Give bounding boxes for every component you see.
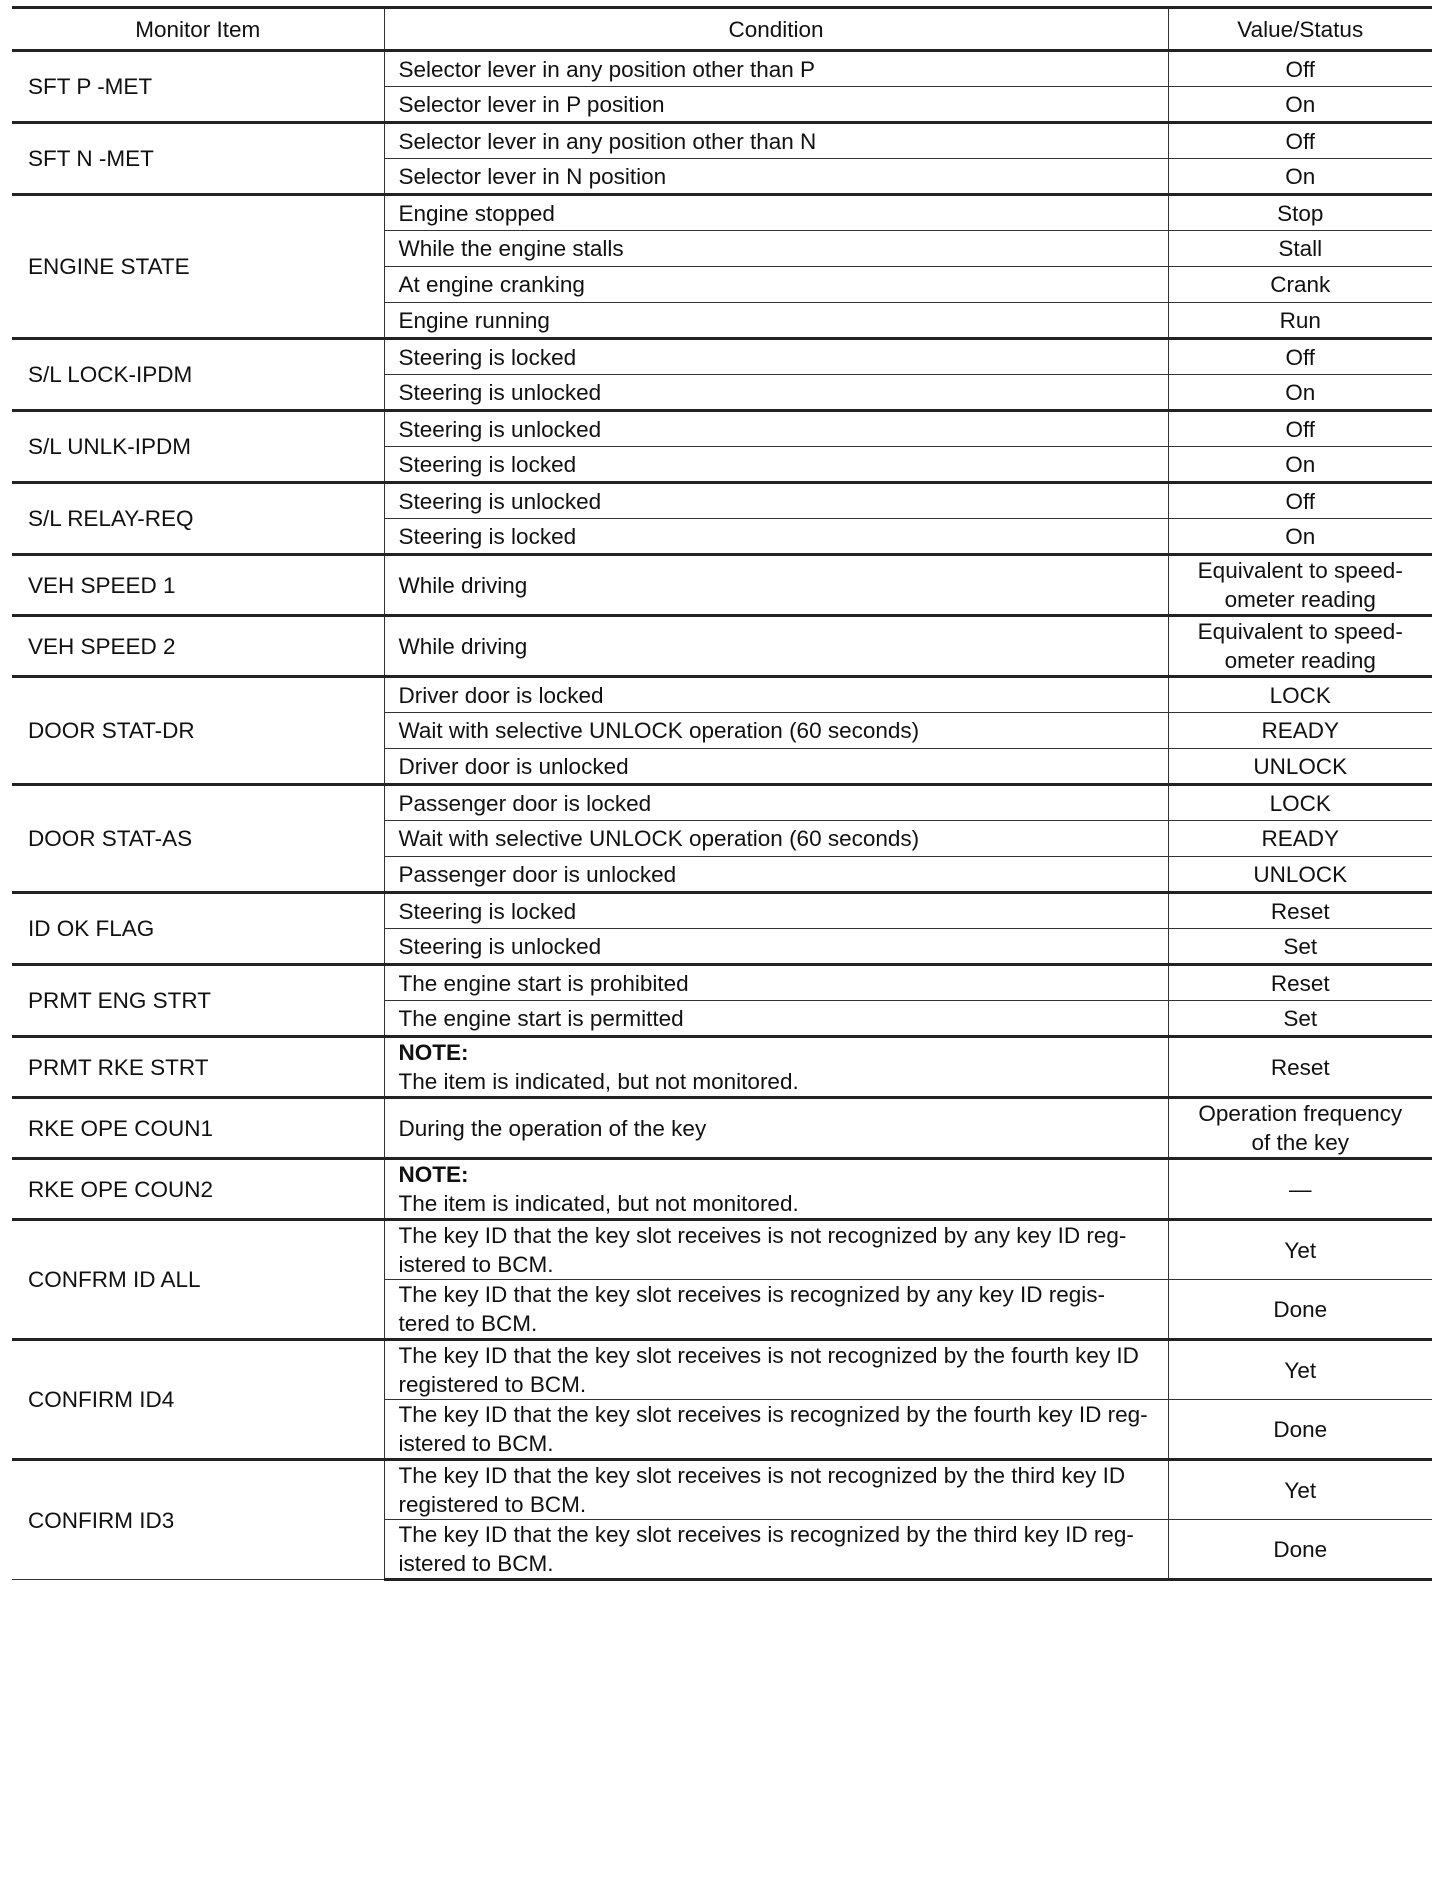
monitor-item-label: DOOR STAT-DR <box>28 718 195 743</box>
cell-text: istered to BCM. <box>398 1551 554 1576</box>
cell-text: Set <box>1283 933 1318 959</box>
cell-text: On <box>1285 91 1316 117</box>
table-row <box>12 123 1432 159</box>
value-status-cell <box>1168 1001 1432 1037</box>
condition-cell <box>384 1220 1168 1280</box>
table-row <box>12 51 1432 87</box>
value-status-cell <box>1168 857 1432 893</box>
cell-text: Steering is locked <box>398 898 577 924</box>
cell-text: Steering is unlocked <box>398 379 602 405</box>
cell-text: tered to BCM. <box>398 1311 538 1336</box>
table-row <box>12 1159 1432 1220</box>
cell-text: Stop <box>1277 200 1324 226</box>
monitor-item-cell <box>12 1460 384 1580</box>
monitor-item-label: CONFIRM ID4 <box>28 1387 175 1412</box>
condition-cell <box>384 1159 1168 1220</box>
cell-text: Selector lever in P position <box>398 91 665 117</box>
condition-cell <box>384 1280 1168 1340</box>
condition-cell <box>384 929 1168 965</box>
monitor-item-label: CONFRM ID ALL <box>28 1267 201 1292</box>
monitor-item-label: S/L RELAY-REQ <box>28 506 194 531</box>
monitor-item-label: ID OK FLAG <box>28 916 155 941</box>
cell-text: Wait with selective UNLOCK operation (60 seconds) <box>398 718 920 743</box>
monitor-item-cell <box>12 1037 384 1098</box>
condition-cell <box>384 555 1168 616</box>
condition-cell <box>384 159 1168 195</box>
cell-text: On <box>1285 379 1316 405</box>
cell-text: — <box>1289 1176 1312 1202</box>
monitor-item-label: SFT P -MET <box>28 74 153 99</box>
value-status-cell <box>1168 1098 1432 1159</box>
monitor-item-label: VEH SPEED 1 <box>28 572 176 598</box>
monitor-item-cell <box>12 965 384 1037</box>
cell-text: Steering is unlocked <box>398 488 602 514</box>
table-row <box>12 411 1432 447</box>
cell-text: LOCK <box>1269 682 1331 708</box>
condition-cell <box>384 483 1168 519</box>
value-status-cell <box>1168 555 1432 616</box>
cell-text: ometer reading <box>1224 587 1376 612</box>
value-status-cell <box>1168 713 1432 749</box>
cell-text: Wait with selective UNLOCK operation (60 seconds) <box>398 826 920 851</box>
table-row <box>12 339 1432 375</box>
table-row <box>12 1340 1432 1400</box>
condition-cell <box>384 1520 1168 1580</box>
condition-cell <box>384 857 1168 893</box>
monitor-item-label: VEH SPEED 2 <box>28 633 176 659</box>
value-status-cell <box>1168 785 1432 821</box>
cell-text: Steering is locked <box>398 523 577 549</box>
header-condition: Condition <box>384 8 1168 51</box>
note-label: NOTE: <box>398 1040 469 1065</box>
monitor-item-cell <box>12 616 384 677</box>
cell-text: Done <box>1273 1296 1328 1322</box>
value-status-cell <box>1168 965 1432 1001</box>
cell-text: While driving <box>398 633 528 659</box>
table-row <box>12 555 1432 616</box>
condition-cell <box>384 411 1168 447</box>
note-label: NOTE: <box>398 1162 469 1187</box>
value-status-cell <box>1168 447 1432 483</box>
value-status-cell <box>1168 1037 1432 1098</box>
condition-cell <box>384 195 1168 231</box>
header-monitor-item: Monitor Item <box>12 8 384 51</box>
cell-text: Selector lever in any position other than N <box>398 128 817 154</box>
cell-text: Driver door is unlocked <box>398 753 629 779</box>
monitor-item-label: DOOR STAT-AS <box>28 826 193 851</box>
value-status-cell <box>1168 483 1432 519</box>
cell-text: UNLOCK <box>1253 753 1348 779</box>
header-value-status: Value/Status <box>1168 8 1432 51</box>
value-status-cell <box>1168 821 1432 857</box>
monitor-item-cell <box>12 1098 384 1159</box>
value-status-cell <box>1168 616 1432 677</box>
cell-text: Off <box>1285 128 1316 154</box>
value-status-cell <box>1168 1159 1432 1220</box>
value-status-cell <box>1168 749 1432 785</box>
cell-text: The key ID that the key slot receives is not recognized by any key ID reg- <box>398 1223 1127 1248</box>
monitor-item-cell <box>12 555 384 616</box>
value-status-cell <box>1168 267 1432 303</box>
monitor-item-cell <box>12 1220 384 1340</box>
monitor-item-label: CONFIRM ID3 <box>28 1507 175 1533</box>
condition-cell <box>384 303 1168 339</box>
cell-text: Passenger door is locked <box>398 790 652 816</box>
cell-text: Yet <box>1284 1477 1317 1503</box>
cell-text: Steering is unlocked <box>398 933 602 959</box>
condition-cell <box>384 447 1168 483</box>
value-status-cell <box>1168 929 1432 965</box>
value-status-cell <box>1168 1220 1432 1280</box>
monitor-item-label: ENGINE STATE <box>28 254 190 279</box>
value-status-cell <box>1168 1520 1432 1580</box>
cell-text: Done <box>1273 1416 1328 1442</box>
cell-text: Done <box>1273 1536 1328 1562</box>
cell-text: Equivalent to speed- <box>1197 558 1403 583</box>
condition-cell <box>384 1400 1168 1460</box>
value-status-cell <box>1168 51 1432 87</box>
cell-text: On <box>1285 451 1316 477</box>
value-status-cell <box>1168 1400 1432 1460</box>
condition-cell <box>384 51 1168 87</box>
cell-text: Operation frequency <box>1198 1101 1403 1126</box>
cell-text: The key ID that the key slot receives is recognized by the fourth key ID reg- <box>398 1402 1148 1427</box>
cell-text: Steering is unlocked <box>398 416 602 442</box>
condition-cell <box>384 1098 1168 1159</box>
value-status-cell <box>1168 1280 1432 1340</box>
cell-text: registered to BCM. <box>398 1372 587 1397</box>
monitor-item-label: S/L LOCK-IPDM <box>28 362 193 387</box>
table-header-row <box>12 8 1432 51</box>
condition-cell <box>384 785 1168 821</box>
monitor-item-cell <box>12 1159 384 1220</box>
cell-text: Steering is locked <box>398 344 577 370</box>
value-status-cell <box>1168 1340 1432 1400</box>
condition-cell <box>384 267 1168 303</box>
table-row <box>12 616 1432 677</box>
condition-cell <box>384 893 1168 929</box>
monitor-item-cell <box>12 195 384 339</box>
cell-text: READY <box>1261 826 1340 851</box>
cell-text: Reset <box>1270 970 1330 996</box>
table-row <box>12 1220 1432 1280</box>
cell-text: ometer reading <box>1224 648 1376 673</box>
monitor-item-cell <box>12 1340 384 1460</box>
value-status-cell <box>1168 303 1432 339</box>
value-status-cell <box>1168 375 1432 411</box>
monitor-item-cell <box>12 51 384 123</box>
cell-text: Engine stopped <box>398 200 555 226</box>
monitor-item-cell <box>12 411 384 483</box>
table-row <box>12 677 1432 713</box>
condition-cell <box>384 713 1168 749</box>
condition-cell <box>384 375 1168 411</box>
cell-text: While the engine stalls <box>398 236 624 261</box>
cell-text: of the key <box>1251 1130 1350 1155</box>
cell-text: During the operation of the key <box>398 1115 707 1141</box>
cell-text: Steering is locked <box>398 451 577 477</box>
condition-cell <box>384 1460 1168 1520</box>
monitor-item-label: PRMT RKE STRT <box>28 1054 209 1080</box>
monitor-item-cell <box>12 785 384 893</box>
cell-text: Selector lever in N position <box>398 163 667 189</box>
value-status-cell <box>1168 231 1432 267</box>
cell-text: Off <box>1285 344 1316 370</box>
value-status-cell <box>1168 339 1432 375</box>
cell-text: Yet <box>1284 1357 1317 1383</box>
condition-cell <box>384 1001 1168 1037</box>
cell-text: The key ID that the key slot receives is recognized by the third key ID reg- <box>398 1522 1134 1547</box>
condition-cell <box>384 677 1168 713</box>
condition-cell <box>384 749 1168 785</box>
cell-text: Reset <box>1270 898 1330 924</box>
monitor-item-label: RKE OPE COUN2 <box>28 1176 214 1202</box>
monitor-item-label: SFT N -MET <box>28 146 154 171</box>
cell-text: The key ID that the key slot receives is recognized by any key ID regis- <box>398 1282 1106 1307</box>
table-row <box>12 1098 1432 1159</box>
cell-text: Set <box>1283 1005 1318 1031</box>
condition-cell <box>384 87 1168 123</box>
monitor-item-table <box>12 6 1432 1581</box>
monitor-item-cell <box>12 483 384 555</box>
monitor-item-label: PRMT ENG STRT <box>28 988 211 1013</box>
condition-cell <box>384 965 1168 1001</box>
table-row <box>12 965 1432 1001</box>
monitor-item-cell <box>12 123 384 195</box>
condition-cell <box>384 123 1168 159</box>
cell-text: The key ID that the key slot receives is not recognized by the third key ID <box>398 1463 1126 1488</box>
cell-text: Passenger door is unlocked <box>398 861 677 887</box>
table-row <box>12 1037 1432 1098</box>
cell-text: The key ID that the key slot receives is not recognized by the fourth key ID <box>398 1343 1139 1368</box>
monitor-item-label: RKE OPE COUN1 <box>28 1115 214 1141</box>
cell-text: UNLOCK <box>1253 861 1348 887</box>
cell-text: Stall <box>1278 236 1323 261</box>
cell-text: The item is indicated, but not monitored. <box>398 1191 799 1216</box>
cell-text: The item is indicated, but not monitored. <box>398 1069 799 1094</box>
cell-text: While driving <box>398 572 528 598</box>
cell-text: istered to BCM. <box>398 1252 554 1277</box>
monitor-item-cell <box>12 339 384 411</box>
condition-cell <box>384 1340 1168 1400</box>
condition-cell <box>384 519 1168 555</box>
value-status-cell <box>1168 677 1432 713</box>
value-status-cell <box>1168 87 1432 123</box>
cell-text: READY <box>1261 718 1340 743</box>
monitor-item-cell <box>12 893 384 965</box>
condition-cell <box>384 821 1168 857</box>
cell-text: LOCK <box>1269 790 1331 816</box>
cell-text: Yet <box>1284 1237 1317 1263</box>
table-row <box>12 195 1432 231</box>
cell-text: On <box>1285 163 1316 189</box>
value-status-cell <box>1168 519 1432 555</box>
cell-text: On <box>1285 523 1316 549</box>
cell-text: Reset <box>1270 1054 1330 1080</box>
cell-text: istered to BCM. <box>398 1431 554 1456</box>
table-body <box>12 51 1432 1580</box>
value-status-cell <box>1168 893 1432 929</box>
cell-text: Equivalent to speed- <box>1197 619 1403 644</box>
condition-cell <box>384 339 1168 375</box>
value-status-cell <box>1168 411 1432 447</box>
cell-text: Driver door is locked <box>398 682 604 708</box>
cell-text: The engine start is permitted <box>398 1005 684 1031</box>
table-row <box>12 893 1432 929</box>
monitor-item-label: S/L UNLK-IPDM <box>28 434 191 459</box>
table-row <box>12 785 1432 821</box>
value-status-cell <box>1168 159 1432 195</box>
cell-text: Engine running <box>398 307 550 333</box>
cell-text: registered to BCM. <box>398 1492 587 1517</box>
condition-cell <box>384 616 1168 677</box>
cell-text: Run <box>1279 307 1321 333</box>
cell-text: Selector lever in any position other than P <box>398 56 815 82</box>
value-status-cell <box>1168 1460 1432 1520</box>
cell-text: The engine start is prohibited <box>398 970 689 996</box>
condition-cell <box>384 231 1168 267</box>
table-row <box>12 483 1432 519</box>
cell-text: At engine cranking <box>398 272 585 297</box>
cell-text: Off <box>1285 56 1316 82</box>
cell-text: Off <box>1285 416 1316 442</box>
value-status-cell <box>1168 195 1432 231</box>
cell-text: Crank <box>1270 272 1331 297</box>
condition-cell <box>384 1037 1168 1098</box>
value-status-cell <box>1168 123 1432 159</box>
table-row <box>12 1460 1432 1520</box>
cell-text: Off <box>1285 488 1316 514</box>
monitor-item-cell <box>12 677 384 785</box>
